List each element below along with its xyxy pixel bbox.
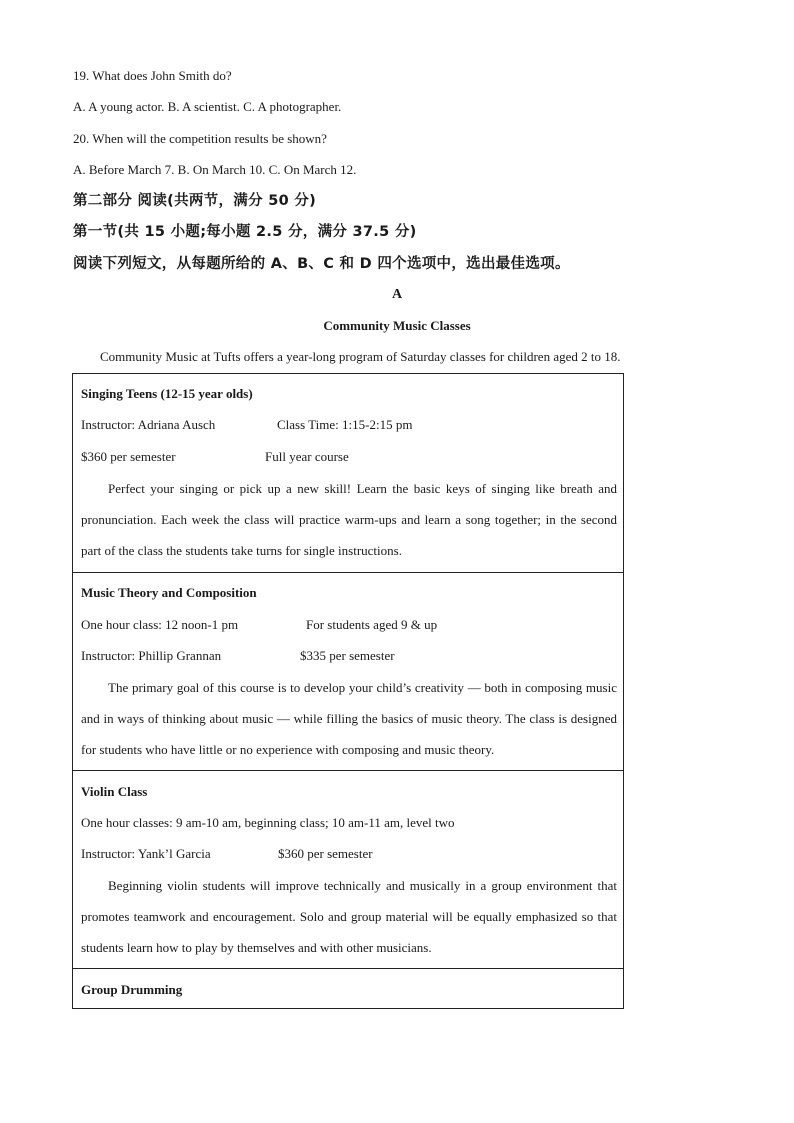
class-cell-singing-teens <box>73 374 623 572</box>
class-title: Group Drumming <box>81 982 183 997</box>
class-cell-music-theory <box>73 572 623 770</box>
class-instructor: Instructor: Phillip Grannan <box>81 648 222 663</box>
question-20: 20. When will the competition results be shown? <box>73 131 327 146</box>
class-title: Singing Teens (12-15 year olds) <box>81 386 253 401</box>
class-duration: Full year course <box>265 449 349 464</box>
class-description: The primary goal of this course is to develop your child’s creativity — both in composing music and in ways of thinking about music — while filling the basics of music theory. The class is designed for students who have little or no experience with composing and music theory. <box>81 680 617 757</box>
class-time: Class Time: 1:15-2:15 pm <box>277 417 413 432</box>
class-time: One hour classes: 9 am-10 am, beginning class; 10 am-11 am, level two <box>81 815 455 830</box>
instruction-text: 阅读下列短文，从每题所给的 A、B、C 和 D 四个选项中，选出最佳选项。 <box>73 256 570 272</box>
class-time: One hour class: 12 noon-1 pm <box>81 617 239 632</box>
class-instructor: Instructor: Adriana Ausch <box>81 417 216 432</box>
question-19: 19. What does John Smith do? <box>73 68 232 83</box>
class-description: Perfect your singing or pick up a new skill! Learn the basic keys of singing like breath and pronunciation. Each week the class will practice warm-ups and learn a song together; in the second part of the class the students take turns for single instructions. <box>81 481 617 558</box>
subsection-header: 第一节(共 15 小题;每小题 2.5 分，满分 37.5 分) <box>73 224 417 240</box>
class-price: $360 per semester <box>278 846 373 861</box>
class-age: For students aged 9 & up <box>306 617 438 632</box>
class-cell-violin <box>73 770 623 968</box>
question-20-options: A. Before March 7. B. On March 10. C. On March 12. <box>73 162 357 177</box>
passage-label: A <box>391 287 403 302</box>
class-title: Violin Class <box>81 784 148 799</box>
passage-title: Community Music Classes <box>323 318 471 333</box>
classes-table <box>72 373 624 1009</box>
class-cell-group-drumming <box>73 968 623 1008</box>
class-price: $360 per semester <box>81 449 176 464</box>
passage-intro: Community Music at Tufts offers a year-long program of Saturday classes for children aged 2 to 18. <box>100 349 621 364</box>
section-header: 第二部分 阅读(共两节，满分 50 分) <box>73 193 317 209</box>
class-title: Music Theory and Composition <box>81 585 257 600</box>
class-description: Beginning violin students will improve technically and musically in a group environment that promotes teamwork and encouragement. Solo and group material will be equally emphasized so that students learn how to play by themselves and with other musicians. <box>81 878 617 955</box>
class-price: $335 per semester <box>300 648 395 663</box>
class-instructor: Instructor: Yank’l Garcia <box>81 846 211 861</box>
question-19-options: A. A young actor. B. A scientist. C. A photographer. <box>73 99 342 114</box>
